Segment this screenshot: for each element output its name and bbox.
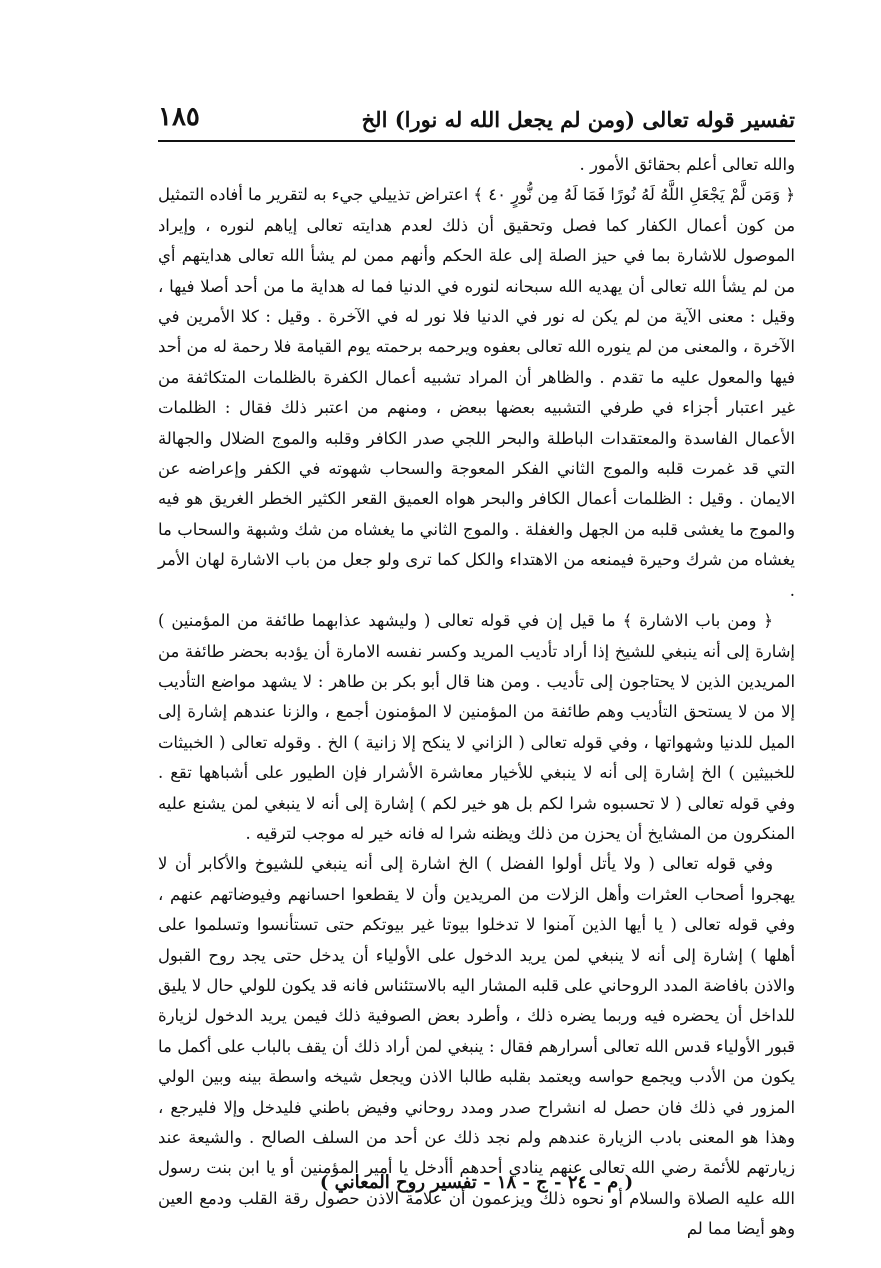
page-number: ١٨٥ <box>158 102 200 132</box>
body-text <box>158 150 795 1245</box>
paragraph: ﴿ ومن باب الاشارة ﴾ ما قيل إن في قوله تعالى ( وليشهد عذابهما طائفة من المؤمنين ) إشارة إلى أنه ينبغي للشيخ إذا أراد تأديب المريد وكسر نفسه الامارة أن يؤدبه بحضر طائفة من المريدين الذين لا يحتاجون إلى تأديب . ومن هنا قال أبو بكر بن طاهر : لا يشهد مواضع التأديب إلا من لا يستحق التأديب وهم طائفة من المؤمنين لا المؤمنون أجمع ، والزنا عندهم إشارة إلى الميل للدنيا وشهواتها ، وفي قوله تعالى ( الزاني لا ينكح إلا زانية ) الخ . وقوله تعالى ( الخبيثات للخبيثين ) الخ إشارة إلى أنه لا ينبغي للأخيار معاشرة الأشرار فإن الطيور على أشباهها تقع . وفي قوله تعالى ( لا تحسبوه شرا لكم بل هو خير لكم ) إشارة إلى أنه لا ينبغي لمن يشنع عليه المنكرون من المشايخ أن يحزن من ذلك ويظنه شرا له فانه خير له موجب لترقيه . <box>158 611 795 843</box>
page-header <box>158 96 795 132</box>
running-title: تفسير قوله تعالى (ومن لم يجعل الله له نورا) الخ <box>361 107 795 132</box>
paragraph: ﴿ وَمَن لَّمْ يَجْعَلِ اللَّهُ لَهُ نُورًا فَمَا لَهُ مِن نُّورٍ ٤٠ ﴾ اعتراض تذييلي جيء به لتقرير ما أفاده التمثيل من كون أعمال الكفار كما فصل وتحقيق أن ذلك لعدم هدايته تعالى إياهم لنوره ، وإيراد الموصول للاشارة بما في حيز الصلة إلى علة الحكم وأنهم ممن لم يشأ الله تعالى هدايتهم أي من لم يشأ الله تعالى أن يهديه الله سبحانه لنوره في الدنيا فما له هداية ما من أحد أصلا فيها ، وقيل : معنى الآية من لم يكن له نور في الدنيا فلا نور له في الآخرة . وقيل : كلا الأمرين في الآخرة ، والمعنى من لم ينوره الله تعالى بعفوه ويرحمه برحمته يوم القيامة فلا رحمة له من أحد فيها والمعول عليه ما تقدم . والظاهر أن المراد تشبيه أعمال الكفرة بالظلمات المتكاثفة من غير اعتبار أجزاء في طرفي التشبيه بعضها ببعض ، ومنهم من اعتبر ذلك فقال : الظلمات الأعمال الفاسدة والمعتقدات الباطلة والبحر اللجي صدر الكافر وقلبه والموج الضلال والجهالة التي قد غمرت قلبه والموج الثاني الفكر المعوجة والسحاب شهوته في الكفر وإعراضه عن الايمان . وقيل : الظلمات أعمال الكافر والبحر هواه العميق القعر الكثير الخطر الغريق هو فيه والموج ما يغشى قلبه من الجهل والغفلة . والموج الثاني ما يغشاه من شك وشبهة والسحاب ما يغشاه من شرك وحيرة فيمنعه من الاهتداء والكل كما ترى ولو جعل من باب الاشارة لهان الأمر . <box>158 185 796 600</box>
paragraph: والله تعالى أعلم بحقائق الأمور . <box>579 155 795 174</box>
paragraph: وفي قوله تعالى ( ولا يأتل أولوا الفضل ) الخ اشارة إلى أنه ينبغي للشيوخ والأكابر أن لا يهجروا أصحاب العثرات وأهل الزلات من المريدين وأن لا يقطعوا احسانهم وفيوضاتهم عنهم ، وفي قوله تعالى ( يا أيها الذين آمنوا لا تدخلوا بيوتا غير بيوتكم حتى تستأنسوا وتسلموا على أهلها ) إشارة إلى أنه لا ينبغي لمن يريد الدخول على الأولياء أن يدخل حتى يجد روح القبول والاذن بافاضة المدد الروحاني على قلبه المشار اليه بالاستئناس فانه قد يكون للولي حال لا يليق للداخل أن يحضره فيه وربما يضره ذلك ، وأطرد بعض الصوفية ذلك فيمن يريد الدخول لزيارة قبور الأولياء قدس الله تعالى أسرارهم فقال : ينبغي لمن أراد ذلك أن يقف بالباب على أكمل ما يكون من الأدب ويجمع حواسه ويعتمد بقلبه طالبا الاذن ويجعل شيخه واسطة بينه وبين الولي المزور في ذلك فان حصل له انشراح صدر ومدد روحاني وفيض باطني فليدخل وإلا فليرجع ، وهذا هو المعنى بادب الزيارة عندهم ولم نجد ذلك عن أحد من السلف الصالح . والشيعة عند زيارتهم للأئمة رضي الله تعالى عنهم ينادي أحدهم أأدخل يا أمير المؤمنين أو يا ابن بنت رسول الله عليه الصلاة والسلام أو نحوه ذلك ويزعمون أن علامة الاذن حصول رقة القلب ودمع العين وهو أيضا مما لم <box>158 854 795 1239</box>
header-divider <box>158 140 795 142</box>
signature-line: ( م - ٢٤ - ج - ١٨ - تفسير روح المعاني ) <box>319 1172 634 1193</box>
